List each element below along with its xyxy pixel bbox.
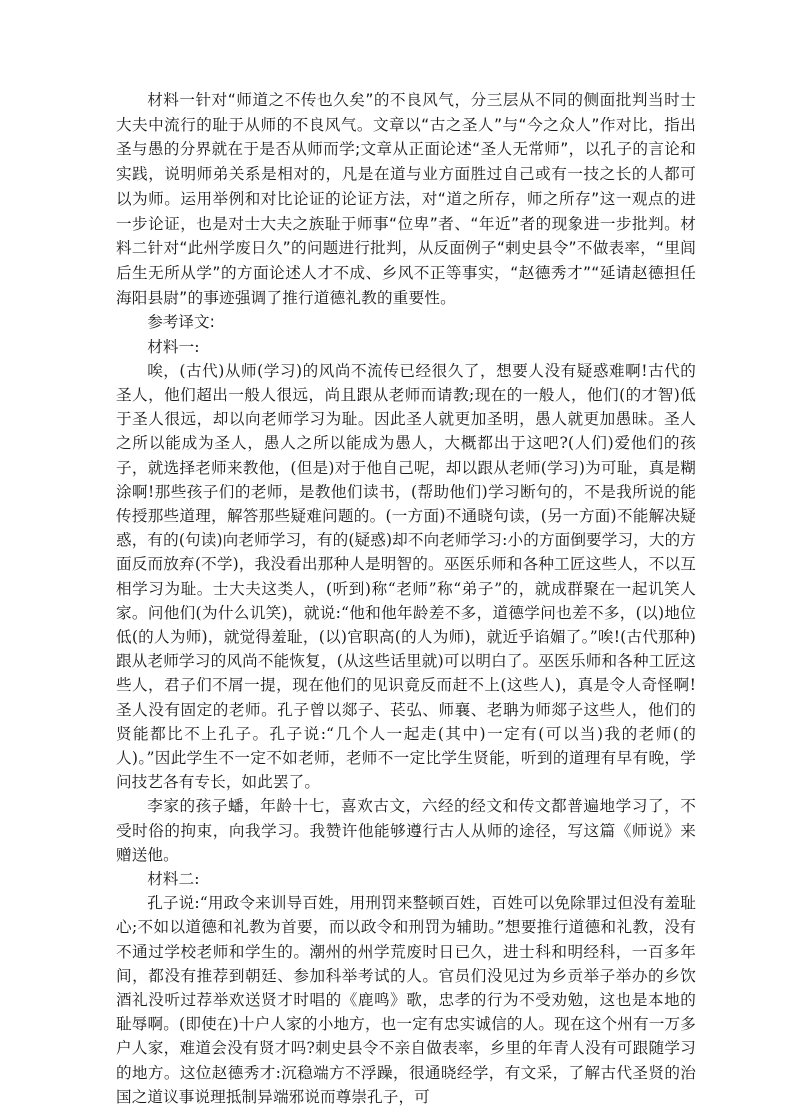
- material-one-paragraph-1: 唉，(古代)从师(学习)的风尚不流传已经很久了，想要人没有疑惑难啊!古代的圣人，他们超出一般人很远，尚且跟从老师而请教;现在的一般人，他们(的才智)低于圣人很远，却以向老师学习为耻。因此圣人就更加圣明，愚人就更加愚昧。圣人之所以能成为圣人，愚人之所以能成为愚人，大概都出于这吧?(人们)爱他们的孩子，就选择老师来教他，(但是)对于他自己呢，却以跟从老师(学习)为可耻，真是糊涂啊!那些孩子们的老师，是教他们读书，(帮助他们)学习断句的，不是我所说的能传授那些道理，解答那些疑难问题的。(一方面)不通晓句读，(另一方面)不能解决疑惑，有的(句读)向老师学习，有的(疑惑)却不向老师学习:小的方面倒要学习，大的方面反而放弃(不学)，我没看出那种人是明智的。巫医乐师和各种工匠这些人，不以互相学习为耻。士大夫这类人，(听到)称“老师”称“弟子”的，就成群聚在一起讥笑人家。问他们(为什么讥笑)，就说:“他和他年龄差不多，道德学问也差不多，(以)地位低(的人为师)，就觉得羞耻，(以)官职高(的人为师)，就近乎谄媚了。”唉!(古代那种)跟从老师学习的风尚不能恢复，(从这些话里就)可以明白了。巫医乐师和各种工匠这些人，君子们不屑一提，现在他们的见识竟反而赶不上(这些人)，真是令人奇怪啊!圣人没有固定的老师。孔子曾以郯子、苌弘、师襄、老聃为师郯子这些人，他们的贤能都比不上孔子。孔子说:“几个人一起走(其中)一定有(可以当)我的老师(的人)。”因此学生不一定不如老师，老师不一定比学生贤能，听到的道理有早有晚，学问技艺各有专长，如此罢了。: [116, 361, 696, 792]
- material-one-label: 材料一:: [147, 337, 200, 356]
- analysis-paragraph: 材料一针对“师道之不传也久矣”的不良风气，分三层从不同的侧面批判当时士大夫中流行的耻于从师的不良风气。文章以“古之圣人”与“今之众人”作对比，指出圣与愚的分界就在于是否从师而学;文章从正面论述“圣人无常师”，以孔子的言论和实践，说明师弟关系是相对的，凡是在道与业方面胜过自己或有一技之长的人都可以为师。运用举例和对比论证的论证方法，对“道之所存，师之所存”这一观点的进一步论证，也是对士大夫之族耻于师事“位卑”者、“年近”者的现象进一步批判。材料二针对“此州学废日久”的问题进行批判，从反面例子“剌史县令”不做表率，“里闾后生无所从学”的方面论述人才不成、乡风不正等事实，“赵德秀才”“延请赵德担任海阳县尉”的事迹强调了推行道德礼教的重要性。: [116, 91, 696, 307]
- analysis-section: [116, 88, 696, 310]
- material-one-translation: [116, 335, 696, 867]
- article-body: [116, 88, 696, 1109]
- material-one-paragraph-2: 李家的孩子蟠，年龄十七，喜欢古文，六经的经文和传文都普遍地学习了，不受时俗的拘束，向我学习。我赞许他能够遵行古人从师的途径，写这篇《师说》来赠送他。: [116, 797, 696, 864]
- material-two-translation: [116, 867, 696, 1109]
- reference-translation-heading: 参考译文:: [147, 313, 215, 332]
- material-two-label: 材料二:: [147, 870, 200, 888]
- material-two-paragraph-1: 孔子说:“用政令来训导百姓，用刑罚来整顿百姓，百姓可以免除罪过但没有羞耻心;不如以道德和礼教为首要，而以政令和刑罚为辅助。”想要推行道德和礼教，没有不通过学校老师和学生的。潮州的州学荒废时日已久，进士科和明经科，一百多年间，都没有推荐到朝廷、参加科举考试的人。官员们没见过为乡贡举子举办的乡饮酒礼没听过荐举欢送贤才时唱的《鹿鸣》歌，忠孝的行为不受劝勉，这也是本地的耻辱啊。(即使在)十户人家的小地方，也一定有忠实诚信的人。现在这个州有一万多户人家，难道会没有贤才吗?刺史县令不亲自做表率，乡里的年青人没有可跟随学习的地方。这位赵德秀才:沉稳端方不浮躁，很通晓经学，有文采，了解古代圣贤的治国之道议事说理抵制异端邪说而尊崇孔子，可: [116, 894, 696, 1106]
